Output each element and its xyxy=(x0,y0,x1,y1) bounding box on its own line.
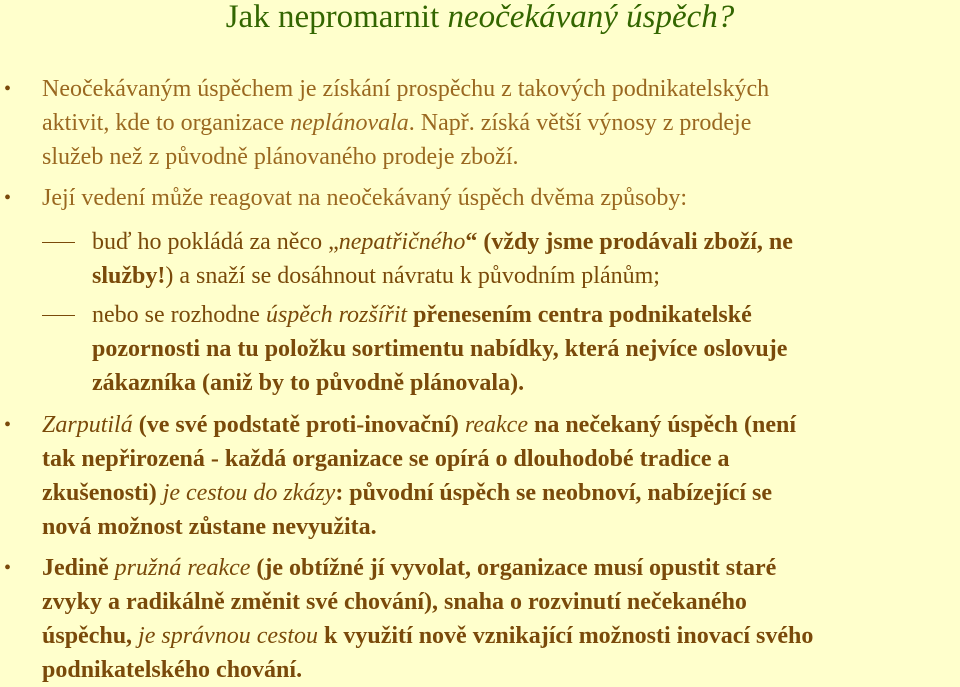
b3-line3c: : původní úspěch se neobnoví, nabízející se xyxy=(335,480,773,506)
bullet-3 xyxy=(42,408,796,544)
b2-line1: Její vedení může reagovat na neočekávaný úspěch dvěma způsoby: xyxy=(42,185,688,211)
s2-line1c: přenesením centra podnikatelské xyxy=(407,302,752,328)
s2-line1a: nebo se rozhodne xyxy=(92,302,266,328)
bullet-1 xyxy=(42,72,769,174)
b4-line2: zvyky a radikálně změnit své chování), snaha o rozvinutí nečekaného xyxy=(42,589,747,615)
s2-line3: zákazníka (aniž by to původně plánovala). xyxy=(92,370,525,396)
s2-line2: pozornosti na tu položku sortimentu nabídky, která nejvíce oslovuje xyxy=(92,336,788,362)
slide-title xyxy=(0,0,960,40)
b1-line2c: . Např. získá větší výnosy z prodeje xyxy=(408,110,752,136)
b3-line4: nová možnost zůstane nevyužita. xyxy=(42,514,377,540)
b1-line1: Neočekávaným úspěchem je získání prospěchu z takových podnikatelských xyxy=(42,76,770,102)
b1-line2a: aktivit, kde to organizace xyxy=(42,110,291,136)
sub-bullet-1 xyxy=(92,225,793,293)
b4-line3a: úspěchu, xyxy=(42,623,139,649)
b4-line3c: k využití nově vznikající možnosti inovací svého xyxy=(318,623,814,649)
s1-line1a: buď ho pokládá za něco „ xyxy=(92,229,339,255)
b4-line1b: pružná reakce xyxy=(114,555,251,581)
title-italic: neočekávaný úspěch? xyxy=(447,0,735,35)
s1-line2a: služby! xyxy=(92,263,166,289)
b4-line1a: Jedině xyxy=(42,555,115,581)
b3-line3a: zkušenosti) xyxy=(42,480,163,506)
b4-line3b: je správnou cestou xyxy=(138,623,319,649)
dash-icon xyxy=(42,242,75,243)
b4-line1c: (je obtížné jí vyvolat, organizace musí opustit staré xyxy=(250,555,777,581)
bullet-4 xyxy=(42,551,813,687)
s1-line2b: ) a snaží se dosáhnout návratu k původním plánům; xyxy=(165,263,660,289)
b4-line4: podnikatelského chování. xyxy=(42,657,303,683)
dash-icon xyxy=(42,315,75,316)
b3-line1a: Zarputilá xyxy=(42,412,133,438)
s1-line1b: nepatřičného xyxy=(338,229,466,255)
title-main: Jak nepromarnit xyxy=(225,0,448,35)
b3-line3b: je cestou do zkázy xyxy=(162,480,336,506)
s2-line1b: úspěch rozšířit xyxy=(265,302,408,328)
b1-line3: služeb než z původně plánovaného prodeje zboží. xyxy=(42,144,519,170)
b3-line1b: (ve své podstatě proti-inovační) xyxy=(132,412,465,438)
b3-line1d: na nečekaný úspěch (není xyxy=(527,412,797,438)
sub-bullet-2 xyxy=(92,298,787,400)
s1-line1c: “ (vždy jsme prodávali zboží, ne xyxy=(465,229,793,255)
b1-line2b: neplánovala xyxy=(290,110,409,136)
b3-line1c: reakce xyxy=(464,412,528,438)
bullet-2 xyxy=(42,181,687,215)
b3-line2: tak nepřirozená - každá organizace se opírá o dlouhodobé tradice a xyxy=(42,446,730,472)
